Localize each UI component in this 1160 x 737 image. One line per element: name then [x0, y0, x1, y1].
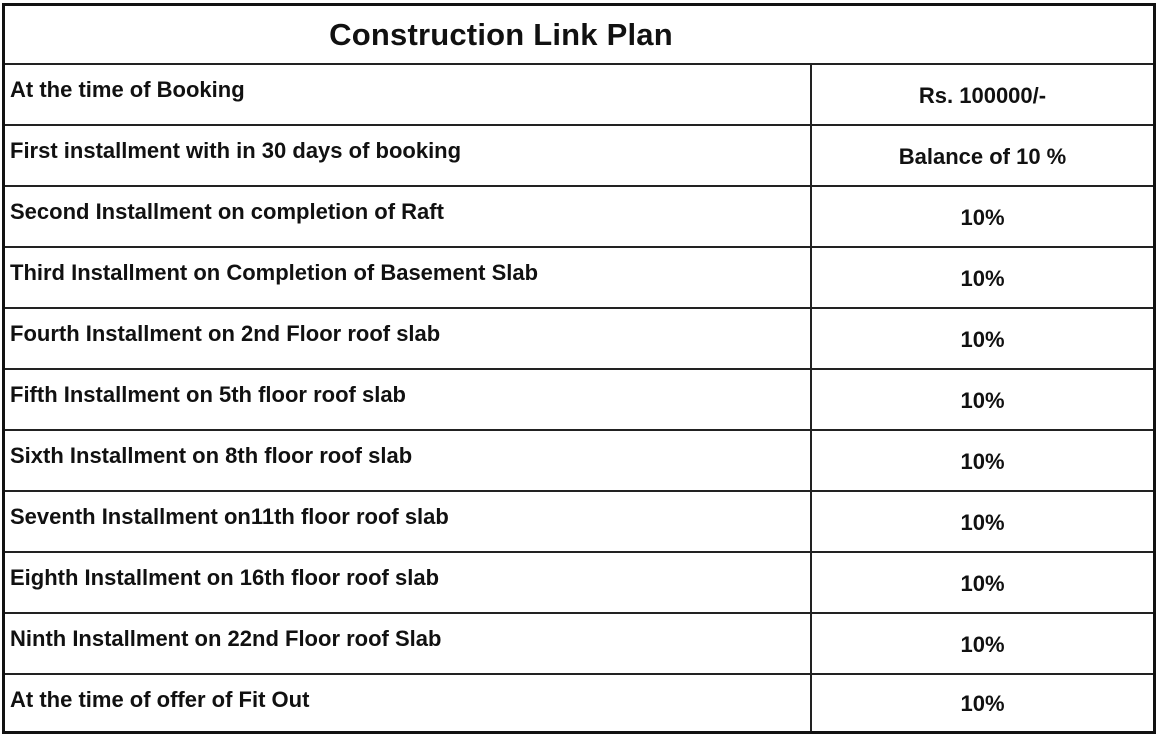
amount-cell: Balance of 10 % [898, 143, 1067, 169]
stage-cell: Fifth Installment on 5th floor roof slab [5, 370, 812, 429]
table-row [5, 187, 1153, 248]
table-row [5, 65, 1153, 126]
stage-cell: Third Installment on Completion of Basement Slab [5, 248, 812, 307]
amount-cell: 10% [960, 448, 1005, 474]
table-row [5, 675, 1153, 731]
amount-cell: 10% [960, 387, 1005, 413]
table-row [5, 309, 1153, 370]
construction-link-plan-table [2, 3, 1156, 734]
amount-cell: 10% [960, 570, 1005, 596]
stage-cell: Sixth Installment on 8th floor roof slab [5, 431, 812, 490]
amount-cell: 10% [960, 631, 1005, 657]
table-row [5, 126, 1153, 187]
stage-cell: Seventh Installment on11th floor roof slab [5, 492, 812, 551]
table-title-row [5, 6, 1153, 65]
table-row [5, 431, 1153, 492]
stage-cell: First installment with in 30 days of booking [5, 126, 812, 185]
amount-cell: 10% [960, 691, 1005, 716]
amount-cell: Rs. 100000/- [918, 82, 1047, 108]
table-row [5, 492, 1153, 553]
stage-cell: Ninth Installment on 22nd Floor roof Slab [5, 614, 812, 673]
stage-cell: Eighth Installment on 16th floor roof slab [5, 553, 812, 612]
table-row [5, 614, 1153, 675]
amount-cell: 10% [960, 265, 1005, 291]
amount-cell: 10% [960, 204, 1005, 230]
amount-cell: 10% [960, 326, 1005, 352]
stage-cell: Second Installment on completion of Raft [5, 187, 812, 246]
table-row [5, 553, 1153, 614]
stage-cell: At the time of Booking [5, 65, 812, 124]
amount-cell: 10% [960, 509, 1005, 535]
table-row [5, 370, 1153, 431]
stage-cell: Fourth Installment on 2nd Floor roof slab [5, 309, 812, 368]
table-row [5, 248, 1153, 309]
stage-cell: At the time of offer of Fit Out [5, 675, 812, 731]
table-title: Construction Link Plan [329, 16, 673, 52]
